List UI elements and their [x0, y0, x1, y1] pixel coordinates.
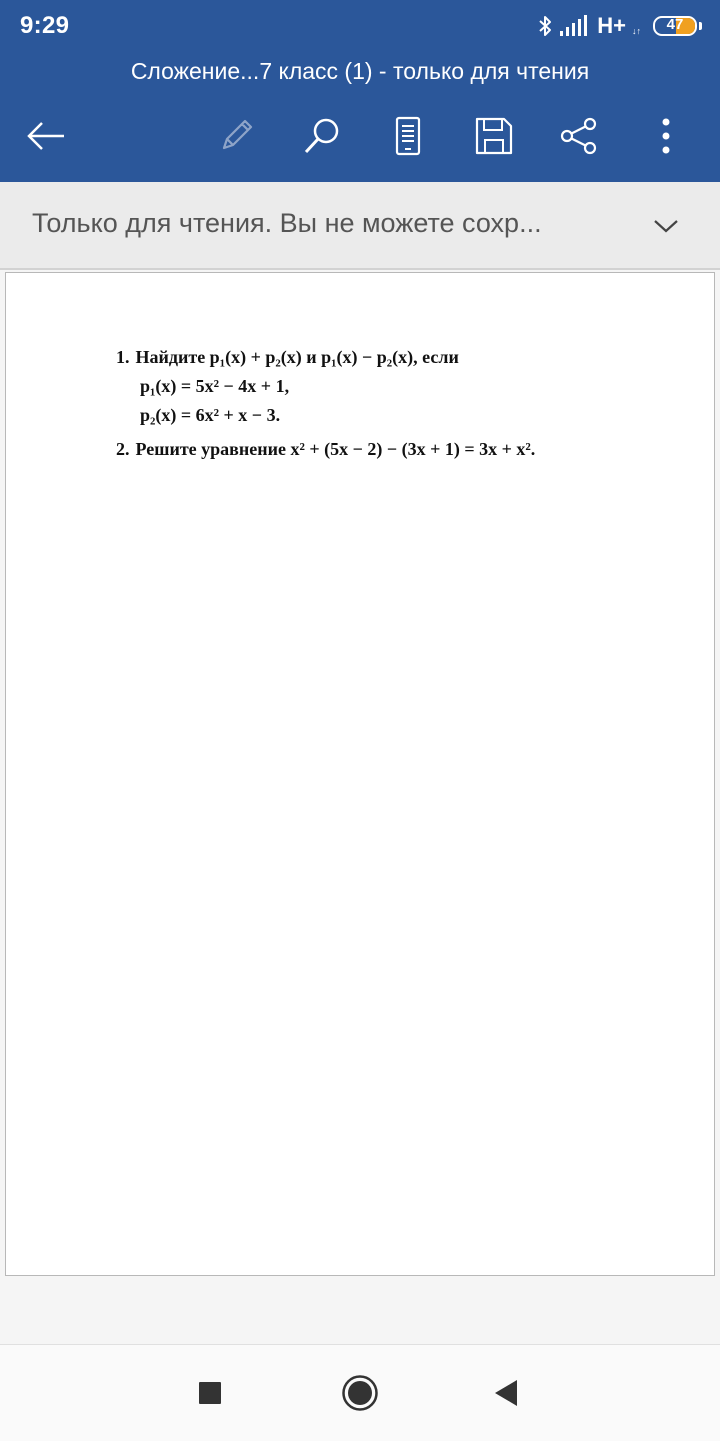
network-type: H+ [597, 13, 626, 38]
back-button[interactable] [14, 104, 78, 168]
recent-apps-button[interactable] [186, 1369, 234, 1417]
network-activity: ↓↑ [632, 26, 641, 36]
problem-2-line-1 [116, 439, 535, 460]
problem-1-line-2: p₁(x) = 5x² − 4x + 1, [140, 376, 290, 396]
pencil-icon [216, 116, 256, 156]
share-button[interactable] [547, 104, 611, 168]
app-header [0, 0, 720, 182]
system-back-button[interactable] [482, 1369, 530, 1417]
status-time: 9:29 [20, 12, 70, 39]
read-only-message: Только для чтения. Вы не можете сохр... [32, 208, 542, 238]
expand-banner-button[interactable] [648, 208, 684, 244]
save-button[interactable] [462, 104, 526, 168]
problem-1-number: 1. [116, 347, 130, 367]
problem-2-text: Решите уравнение x² + (5x − 2) − (3x + 1) = 3x + x². [135, 439, 536, 459]
recent-apps-icon [198, 1381, 222, 1405]
document-page[interactable] [5, 272, 715, 1276]
system-nav-bar [0, 1344, 720, 1441]
bluetooth-icon [537, 14, 553, 38]
problem-1-line-3: p₂(x) = 6x² + x − 3. [140, 405, 281, 425]
battery-cap [699, 22, 702, 30]
more-options-button[interactable] [634, 104, 698, 168]
problem-1-line-1 [116, 347, 459, 368]
more-vertical-icon [660, 116, 672, 156]
signal-icon [559, 15, 589, 37]
save-icon [474, 116, 514, 156]
chevron-down-icon [653, 218, 679, 234]
document-title: Сложение...7 класс (1) - только для чтения [130, 58, 590, 84]
read-only-banner[interactable] [0, 182, 720, 270]
edit-button[interactable] [204, 104, 268, 168]
mobile-view-icon [394, 116, 422, 156]
back-icon [493, 1379, 519, 1407]
battery-icon [653, 16, 697, 36]
home-icon [341, 1374, 379, 1412]
search-icon [302, 116, 342, 156]
search-button[interactable] [290, 104, 354, 168]
problem-1-text: Найдите p₁(x) + p₂(x) и p₁(x) − p₂(x), если [135, 347, 459, 367]
back-arrow-icon [26, 120, 66, 152]
status-icons [537, 12, 702, 40]
problem-2-number: 2. [116, 439, 130, 459]
battery-level: 47 [666, 16, 684, 33]
home-button[interactable] [336, 1369, 384, 1417]
mobile-view-button[interactable] [376, 104, 440, 168]
share-icon [559, 116, 599, 156]
